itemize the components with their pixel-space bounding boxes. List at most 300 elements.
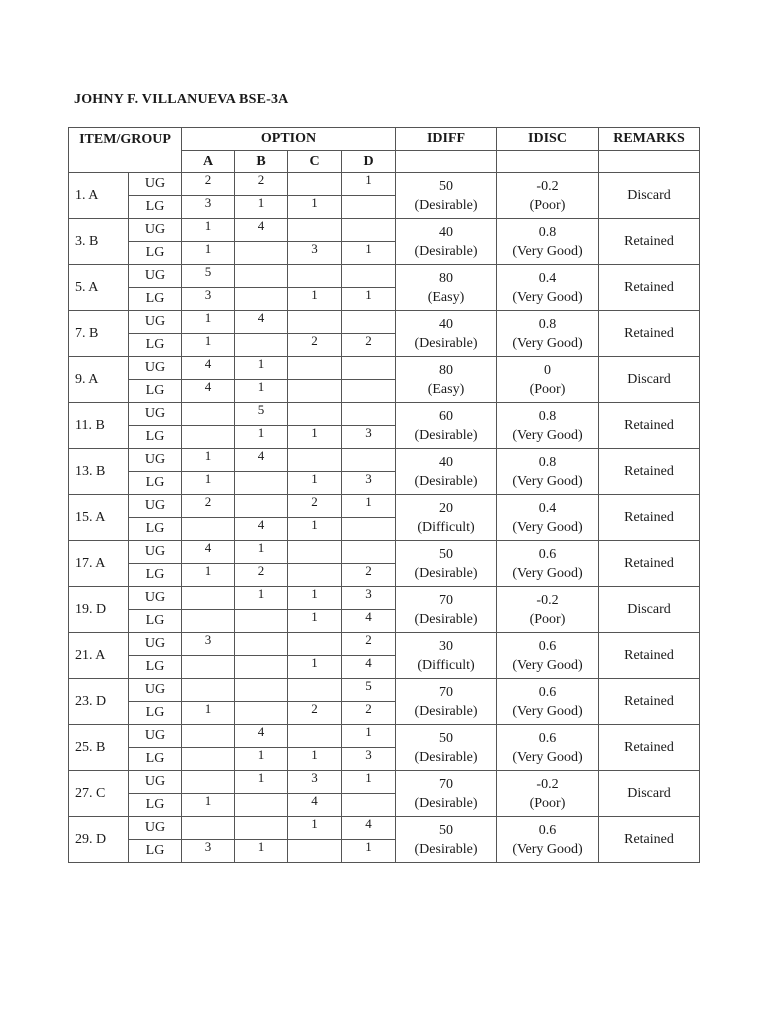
lg-option-c: 1 <box>288 426 342 449</box>
group-label-upper: UG <box>129 633 182 656</box>
header-idiff: IDIFF <box>396 128 497 151</box>
ug-option-b: 1 <box>235 587 288 610</box>
lg-option-d <box>342 518 396 541</box>
ug-option-d <box>342 311 396 334</box>
table-row <box>69 679 700 702</box>
idiff-cell <box>396 173 497 219</box>
lg-option-d: 2 <box>342 564 396 587</box>
idiff-cell-value: 80 <box>439 362 453 378</box>
ug-option-d <box>342 541 396 564</box>
idisc-cell-value: -0.2 <box>536 592 559 608</box>
ug-option-a: 2 <box>182 495 235 518</box>
idisc-cell-value: 0.8 <box>538 454 557 470</box>
ug-option-a <box>182 817 235 840</box>
lg-option-d: 4 <box>342 610 396 633</box>
idisc-cell-label: (Very Good) <box>512 335 583 351</box>
ug-option-c <box>288 357 342 380</box>
header-remarks: REMARKS <box>599 128 700 151</box>
item-number: 25. B <box>69 725 129 771</box>
idisc-cell-value: 0.8 <box>538 316 557 332</box>
lg-option-b: 1 <box>235 748 288 771</box>
ug-option-c <box>288 633 342 656</box>
idisc-cell <box>497 817 599 863</box>
idisc-cell <box>497 357 599 403</box>
lg-option-a: 1 <box>182 564 235 587</box>
idiff-cell-value: 80 <box>439 270 453 286</box>
idiff-cell <box>396 725 497 771</box>
lg-option-c <box>288 840 342 863</box>
idisc-cell <box>497 587 599 633</box>
ug-option-d: 4 <box>342 817 396 840</box>
lg-option-a: 1 <box>182 702 235 725</box>
subheader-blank <box>599 151 700 173</box>
idiff-cell <box>396 817 497 863</box>
group-label-lower: LG <box>129 426 182 449</box>
remarks-cell: Retained <box>599 449 700 495</box>
idisc-cell <box>497 771 599 817</box>
idiff-cell-value: 40 <box>439 316 453 332</box>
lg-option-c: 1 <box>288 518 342 541</box>
header-item-group: ITEM/GROUP <box>69 128 182 173</box>
table-row <box>69 725 700 748</box>
idiff-cell-value: 20 <box>439 500 453 516</box>
table-row <box>69 817 700 840</box>
lg-option-c: 1 <box>288 288 342 311</box>
lg-option-d: 2 <box>342 702 396 725</box>
item-number: 1. A <box>69 173 129 219</box>
group-label-lower: LG <box>129 196 182 219</box>
item-number: 5. A <box>69 265 129 311</box>
item-number: 27. C <box>69 771 129 817</box>
lg-option-a <box>182 518 235 541</box>
lg-option-c: 1 <box>288 656 342 679</box>
idisc-cell-value: 0.6 <box>538 730 557 746</box>
idisc-cell-label: (Very Good) <box>512 841 583 857</box>
idiff-cell <box>396 495 497 541</box>
idiff-cell-label: (Desirable) <box>414 795 478 811</box>
ug-option-a <box>182 771 235 794</box>
ug-option-b: 5 <box>235 403 288 426</box>
ug-option-b <box>235 679 288 702</box>
ug-option-b: 1 <box>235 541 288 564</box>
ug-option-a: 5 <box>182 265 235 288</box>
idisc-cell-label: (Very Good) <box>512 657 583 673</box>
lg-option-a: 3 <box>182 288 235 311</box>
idiff-cell <box>396 541 497 587</box>
subheader-blank <box>396 151 497 173</box>
idiff-cell-label: (Desirable) <box>414 611 478 627</box>
ug-option-c: 1 <box>288 587 342 610</box>
idisc-cell <box>497 725 599 771</box>
ug-option-c: 1 <box>288 817 342 840</box>
lg-option-a <box>182 656 235 679</box>
group-label-upper: UG <box>129 357 182 380</box>
item-number: 7. B <box>69 311 129 357</box>
group-label-upper: UG <box>129 817 182 840</box>
table-row <box>69 173 700 196</box>
lg-option-c <box>288 380 342 403</box>
document-heading: JOHNY F. VILLANUEVA BSE-3A <box>74 92 289 107</box>
ug-option-a <box>182 587 235 610</box>
idiff-cell-label: (Desirable) <box>414 335 478 351</box>
idiff-cell <box>396 587 497 633</box>
ug-option-b: 4 <box>235 449 288 472</box>
lg-option-b <box>235 610 288 633</box>
ug-option-b <box>235 265 288 288</box>
idisc-cell-label: (Very Good) <box>512 243 583 259</box>
lg-option-b <box>235 288 288 311</box>
table-row <box>69 449 700 472</box>
ug-option-c <box>288 679 342 702</box>
header-option-c: C <box>288 151 342 173</box>
lg-option-d: 3 <box>342 748 396 771</box>
table-row <box>69 633 700 656</box>
group-label-upper: UG <box>129 219 182 242</box>
lg-option-b: 4 <box>235 518 288 541</box>
idiff-cell <box>396 219 497 265</box>
remarks-cell: Retained <box>599 679 700 725</box>
lg-option-a <box>182 610 235 633</box>
lg-option-a: 3 <box>182 840 235 863</box>
header-idisc: IDISC <box>497 128 599 151</box>
idisc-cell-label: (Poor) <box>529 611 566 627</box>
header-option-a: A <box>182 151 235 173</box>
idisc-cell-value: -0.2 <box>536 776 559 792</box>
lg-option-d <box>342 380 396 403</box>
lg-option-c: 2 <box>288 334 342 357</box>
idiff-cell-value: 70 <box>439 776 453 792</box>
idisc-cell <box>497 679 599 725</box>
ug-option-b: 1 <box>235 357 288 380</box>
idiff-cell-label: (Desirable) <box>414 473 478 489</box>
idiff-cell-value: 70 <box>439 592 453 608</box>
ug-option-d: 1 <box>342 725 396 748</box>
ug-option-d: 2 <box>342 633 396 656</box>
idiff-cell-value: 40 <box>439 454 453 470</box>
lg-option-b <box>235 472 288 495</box>
group-label-lower: LG <box>129 656 182 679</box>
ug-option-a: 1 <box>182 311 235 334</box>
idiff-cell-value: 60 <box>439 408 453 424</box>
idisc-cell-label: (Very Good) <box>512 703 583 719</box>
idiff-cell-label: (Desirable) <box>414 197 478 213</box>
table-row <box>69 541 700 564</box>
idiff-cell-label: (Desirable) <box>414 243 478 259</box>
idisc-cell <box>497 541 599 587</box>
group-label-upper: UG <box>129 311 182 334</box>
group-label-upper: UG <box>129 587 182 610</box>
idiff-cell-label: (Desirable) <box>414 565 478 581</box>
lg-option-d <box>342 196 396 219</box>
ug-option-c <box>288 173 342 196</box>
ug-option-a <box>182 403 235 426</box>
ug-option-a: 2 <box>182 173 235 196</box>
idiff-cell-value: 50 <box>439 822 453 838</box>
item-number: 15. A <box>69 495 129 541</box>
idisc-cell-value: -0.2 <box>536 178 559 194</box>
lg-option-a <box>182 748 235 771</box>
ug-option-c <box>288 541 342 564</box>
idisc-cell <box>497 219 599 265</box>
ug-option-c <box>288 265 342 288</box>
idisc-cell-label: (Poor) <box>529 381 566 397</box>
remarks-cell: Retained <box>599 495 700 541</box>
ug-option-d <box>342 265 396 288</box>
group-label-lower: LG <box>129 564 182 587</box>
item-number: 17. A <box>69 541 129 587</box>
lg-option-c: 3 <box>288 242 342 265</box>
ug-option-d <box>342 403 396 426</box>
group-label-upper: UG <box>129 771 182 794</box>
lg-option-a: 4 <box>182 380 235 403</box>
lg-option-c: 1 <box>288 196 342 219</box>
group-label-lower: LG <box>129 334 182 357</box>
ug-option-a: 3 <box>182 633 235 656</box>
lg-option-c: 1 <box>288 472 342 495</box>
item-number: 11. B <box>69 403 129 449</box>
group-label-lower: LG <box>129 702 182 725</box>
lg-option-c: 4 <box>288 794 342 817</box>
lg-option-b <box>235 334 288 357</box>
group-label-lower: LG <box>129 840 182 863</box>
table-row <box>69 495 700 518</box>
lg-option-b: 2 <box>235 564 288 587</box>
lg-option-b <box>235 794 288 817</box>
idiff-cell-value: 50 <box>439 546 453 562</box>
ug-option-a <box>182 725 235 748</box>
idisc-cell-label: (Very Good) <box>512 473 583 489</box>
group-label-upper: UG <box>129 265 182 288</box>
ug-option-b: 2 <box>235 173 288 196</box>
idisc-cell-value: 0.6 <box>538 822 557 838</box>
lg-option-d: 1 <box>342 288 396 311</box>
idisc-cell-label: (Very Good) <box>512 427 583 443</box>
group-label-lower: LG <box>129 610 182 633</box>
lg-option-a: 1 <box>182 334 235 357</box>
idiff-cell-label: (Easy) <box>427 381 465 397</box>
ug-option-a: 4 <box>182 357 235 380</box>
lg-option-b <box>235 702 288 725</box>
idiff-cell-label: (Desirable) <box>414 749 478 765</box>
remarks-cell: Retained <box>599 265 700 311</box>
idisc-cell-value: 0.6 <box>538 546 557 562</box>
lg-option-a <box>182 426 235 449</box>
idisc-cell-label: (Very Good) <box>512 565 583 581</box>
lg-option-c: 2 <box>288 702 342 725</box>
remarks-cell: Discard <box>599 173 700 219</box>
idiff-cell <box>396 357 497 403</box>
item-number: 21. A <box>69 633 129 679</box>
idisc-cell <box>497 173 599 219</box>
ug-option-c <box>288 403 342 426</box>
idiff-cell-label: (Desirable) <box>414 703 478 719</box>
item-number: 9. A <box>69 357 129 403</box>
table-row <box>69 265 700 288</box>
item-number: 23. D <box>69 679 129 725</box>
idisc-cell-label: (Very Good) <box>512 289 583 305</box>
group-label-lower: LG <box>129 380 182 403</box>
lg-option-d: 4 <box>342 656 396 679</box>
idisc-cell <box>497 449 599 495</box>
group-label-upper: UG <box>129 679 182 702</box>
group-label-lower: LG <box>129 288 182 311</box>
group-label-upper: UG <box>129 725 182 748</box>
lg-option-d: 1 <box>342 840 396 863</box>
ug-option-b <box>235 817 288 840</box>
idiff-cell <box>396 771 497 817</box>
lg-option-a: 3 <box>182 196 235 219</box>
group-label-lower: LG <box>129 242 182 265</box>
remarks-cell: Retained <box>599 541 700 587</box>
idiff-cell <box>396 311 497 357</box>
ug-option-a: 1 <box>182 449 235 472</box>
table-row <box>69 219 700 242</box>
remarks-cell: Retained <box>599 633 700 679</box>
ug-option-d <box>342 449 396 472</box>
ug-option-b: 1 <box>235 771 288 794</box>
remarks-cell: Retained <box>599 219 700 265</box>
lg-option-b: 1 <box>235 840 288 863</box>
table-row <box>69 311 700 334</box>
idiff-cell-label: (Difficult) <box>417 519 475 535</box>
remarks-cell: Retained <box>599 817 700 863</box>
group-label-upper: UG <box>129 403 182 426</box>
ug-option-d: 1 <box>342 173 396 196</box>
group-label-upper: UG <box>129 173 182 196</box>
ug-option-b: 4 <box>235 219 288 242</box>
lg-option-d <box>342 794 396 817</box>
idisc-cell-value: 0.4 <box>538 500 557 516</box>
lg-option-d: 3 <box>342 472 396 495</box>
group-label-lower: LG <box>129 748 182 771</box>
remarks-cell: Discard <box>599 357 700 403</box>
item-number: 3. B <box>69 219 129 265</box>
idisc-cell-value: 0.4 <box>538 270 557 286</box>
table-row <box>69 771 700 794</box>
header-option: OPTION <box>182 128 396 151</box>
lg-option-d: 2 <box>342 334 396 357</box>
subheader-blank <box>497 151 599 173</box>
idisc-cell-value: 0 <box>544 362 551 378</box>
idisc-cell-label: (Poor) <box>529 197 566 213</box>
group-label-upper: UG <box>129 541 182 564</box>
ug-option-d: 1 <box>342 771 396 794</box>
ug-option-c <box>288 725 342 748</box>
idisc-cell-label: (Very Good) <box>512 519 583 535</box>
ug-option-b <box>235 495 288 518</box>
idiff-cell <box>396 679 497 725</box>
header-option-b: B <box>235 151 288 173</box>
idisc-cell <box>497 265 599 311</box>
ug-option-a <box>182 679 235 702</box>
lg-option-b <box>235 656 288 679</box>
idiff-cell <box>396 265 497 311</box>
idiff-cell-value: 30 <box>439 638 453 654</box>
lg-option-c: 1 <box>288 748 342 771</box>
item-number: 29. D <box>69 817 129 863</box>
idisc-cell <box>497 495 599 541</box>
lg-option-c <box>288 564 342 587</box>
lg-option-c: 1 <box>288 610 342 633</box>
remarks-cell: Retained <box>599 725 700 771</box>
idiff-cell <box>396 403 497 449</box>
idiff-cell-value: 50 <box>439 178 453 194</box>
group-label-upper: UG <box>129 495 182 518</box>
table-body <box>69 173 700 863</box>
ug-option-c <box>288 311 342 334</box>
header-option-d: D <box>342 151 396 173</box>
ug-option-d <box>342 219 396 242</box>
idiff-cell-label: (Desirable) <box>414 427 478 443</box>
idisc-cell-value: 0.8 <box>538 408 557 424</box>
lg-option-b: 1 <box>235 196 288 219</box>
ug-option-d <box>342 357 396 380</box>
lg-option-a: 1 <box>182 472 235 495</box>
lg-option-b: 1 <box>235 426 288 449</box>
idiff-cell-label: (Easy) <box>427 289 465 305</box>
remarks-cell: Discard <box>599 587 700 633</box>
ug-option-d: 5 <box>342 679 396 702</box>
ug-option-b: 4 <box>235 311 288 334</box>
idisc-cell <box>497 311 599 357</box>
idiff-cell <box>396 449 497 495</box>
idiff-cell-value: 40 <box>439 224 453 240</box>
idisc-cell <box>497 633 599 679</box>
ug-option-a: 4 <box>182 541 235 564</box>
ug-option-a: 1 <box>182 219 235 242</box>
ug-option-c <box>288 219 342 242</box>
ug-option-c: 3 <box>288 771 342 794</box>
idisc-cell-value: 0.6 <box>538 638 557 654</box>
ug-option-b: 4 <box>235 725 288 748</box>
remarks-cell: Retained <box>599 311 700 357</box>
ug-option-d: 1 <box>342 495 396 518</box>
table-row <box>69 403 700 426</box>
ug-option-c <box>288 449 342 472</box>
remarks-cell: Discard <box>599 771 700 817</box>
lg-option-d: 1 <box>342 242 396 265</box>
idisc-cell-value: 0.8 <box>538 224 557 240</box>
lg-option-b <box>235 242 288 265</box>
ug-option-c: 2 <box>288 495 342 518</box>
item-analysis-table <box>68 127 700 863</box>
table-row <box>69 587 700 610</box>
idiff-cell-label: (Difficult) <box>417 657 475 673</box>
ug-option-b <box>235 633 288 656</box>
idisc-cell <box>497 403 599 449</box>
idiff-cell-value: 50 <box>439 730 453 746</box>
ug-option-d: 3 <box>342 587 396 610</box>
header-row <box>69 128 700 151</box>
item-number: 19. D <box>69 587 129 633</box>
table-row <box>69 357 700 380</box>
idiff-cell <box>396 633 497 679</box>
remarks-cell: Retained <box>599 403 700 449</box>
group-label-lower: LG <box>129 794 182 817</box>
idisc-cell-label: (Poor) <box>529 795 566 811</box>
lg-option-a: 1 <box>182 794 235 817</box>
lg-option-a: 1 <box>182 242 235 265</box>
lg-option-b: 1 <box>235 380 288 403</box>
idiff-cell-value: 70 <box>439 684 453 700</box>
idiff-cell-label: (Desirable) <box>414 841 478 857</box>
group-label-lower: LG <box>129 472 182 495</box>
lg-option-d: 3 <box>342 426 396 449</box>
item-number: 13. B <box>69 449 129 495</box>
group-label-lower: LG <box>129 518 182 541</box>
idisc-cell-label: (Very Good) <box>512 749 583 765</box>
idisc-cell-value: 0.6 <box>538 684 557 700</box>
